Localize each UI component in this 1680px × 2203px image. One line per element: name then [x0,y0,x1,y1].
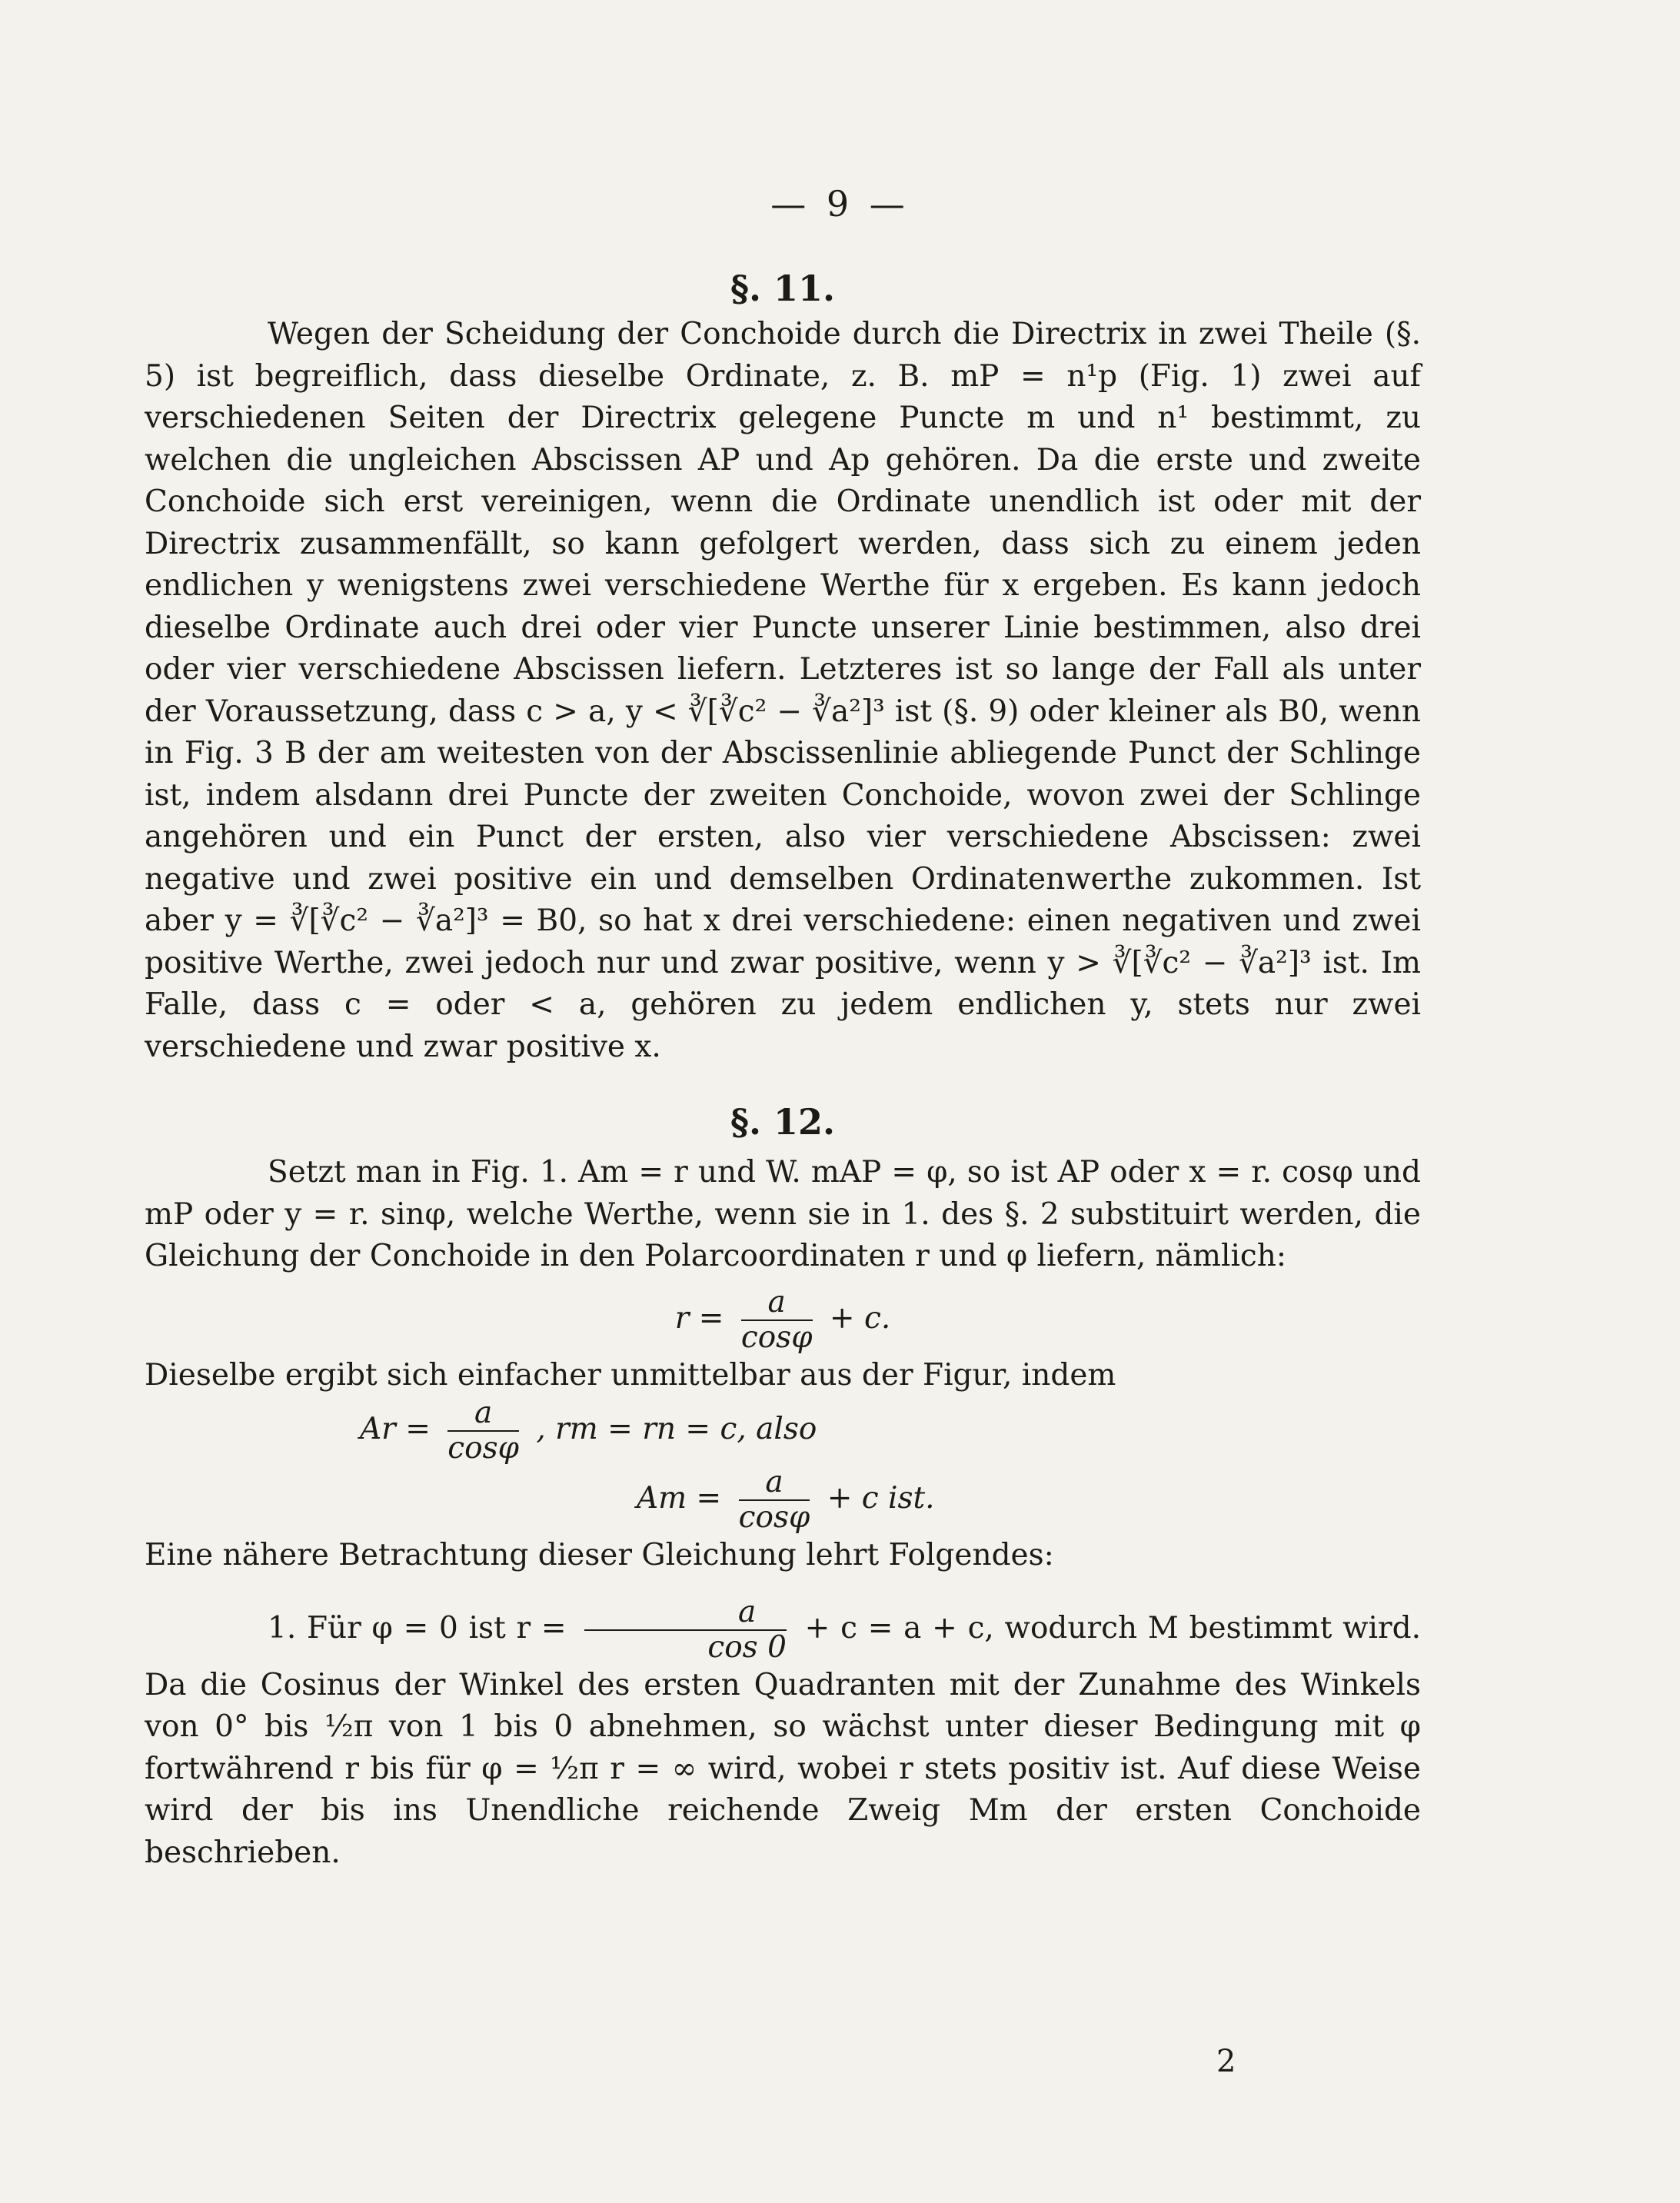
section-12 [145,1101,1421,1874]
fraction-denominator: cosφ [740,1319,813,1355]
item-1-rest: + c = a + c, wodurch M bestimmt wird. Da die Cosinus der Winkel des ersten Quadranten mit der Zunahme des Winkels von 0° bis ½π von 1 bis 0 abnehmen, so wächst unter dieser Bedingung mit φ fortwährend r bis für φ = ½π r = ∞ wird, wobei r stets positiv ist. Auf diese Weise wird der bis ins Unendliche reichende Zweig Mm der ersten Conchoide beschrieben. [145,1610,1422,1870]
equation-polar [145,1286,1421,1355]
signature-mark: 2 [1216,2044,1236,2079]
equation-am-rhs: + c ist. [827,1481,935,1516]
fraction [741,1286,813,1355]
section-12-intro: Setzt man in Fig. 1. Am = r und W. mAP = φ, so ist AP oder x = r. cosφ und mP oder y = r. sinφ, welche Werthe, wenn sie in 1. des §. 2 substituirt werden, die Gleichung der Conchoide in den Polarcoordinaten r und φ liefern, nämlich: [145,1155,1421,1273]
equation-polar-rhs: + c. [829,1300,891,1336]
section-12-line-2: Dieselbe ergibt sich einfacher unmittelbar aus der Figur, indem [145,1357,1116,1393]
fraction-denominator: cosφ [447,1431,519,1466]
equation-am [145,1466,1421,1535]
section-12-heading: §. 12. [730,1101,836,1143]
fraction-denominator: cos 0 [707,1629,787,1665]
fraction [584,1596,787,1665]
equation-polar-lhs: r = [674,1300,724,1336]
item-1-start: 1. Für φ = 0 ist r = [268,1610,567,1646]
equation-ar-rhs: , rm = rn = c, also [536,1412,817,1446]
fraction-numerator: a [739,1466,810,1501]
equation-am-lhs: Am = [637,1481,722,1516]
fraction [447,1396,519,1466]
section-11-heading: §. 11. [730,268,836,309]
section-12-line-3: Eine nähere Betrachtung dieser Gleichung lehrt Folgendes: [145,1538,1054,1572]
fraction [739,1466,810,1535]
equation-ar-lhs: Ar = [360,1412,431,1446]
section-12-item-1 [145,1596,1421,1875]
fraction-numerator: a [584,1596,787,1631]
section-11 [145,268,1421,1068]
fraction-numerator: a [741,1286,813,1321]
section-11-paragraph: Wegen der Scheidung der Conchoide durch die Directrix in zwei Theile (§. 5) ist begreiflich, dass dieselbe Ordinate, z. B. mP = n¹p (Fig. 1) zwei auf verschiedenen Seiten der Directrix gelegene Puncte m und n¹ bestimmt, zu welchen die ungleichen Abscissen AP und Ap gehören. Da die erste und zweite Conchoide sich erst vereinigen, wenn die Ordinate unendlich ist oder mit der Directrix zusammenfällt, so kann gefolgert werden, dass sich zu einem jeden endlichen y wenigstens zwei verschiedene Werthe für x ergeben. Es kann jedoch dieselbe Ordinate auch drei oder vier Puncte unserer Linie bestimmen, also drei oder vier verschiedene Abscissen liefern. Letzteres ist so lange der Fall als unter der Voraussetzung, dass c > a, y < ∛[∛c² − ∛a²]³ ist (§. 9) oder kleiner als B0, wenn in Fig. 3 B der am weitesten von der Abscissenlinie abliegende Punct der Schlinge ist, indem alsdann drei Puncte der zweiten Conchoide, wovon zwei der Schlinge angehören und ein Punct der ersten, also vier verschiedene Abscissen: zwei negative und zwei positive ein und demselben Ordinatenwerthe zukommen. Ist aber y = ∛[∛c² − ∛a²]³ = B0, so hat x drei verschiedene: einen negativen und zwei positive Werthe, zwei jedoch nur und zwar positive, wenn y > ∛[∛c² − ∛a²]³ ist. Im Falle, dass c = oder < a, gehören zu jedem endlichen y, stets nur zwei verschiedene und zwar positive x. [145,317,1421,1064]
equation-ar [145,1396,1421,1466]
fraction-numerator: a [447,1396,519,1432]
fraction-denominator: cosφ [738,1500,810,1535]
page-marker: — 9 — [770,183,910,225]
